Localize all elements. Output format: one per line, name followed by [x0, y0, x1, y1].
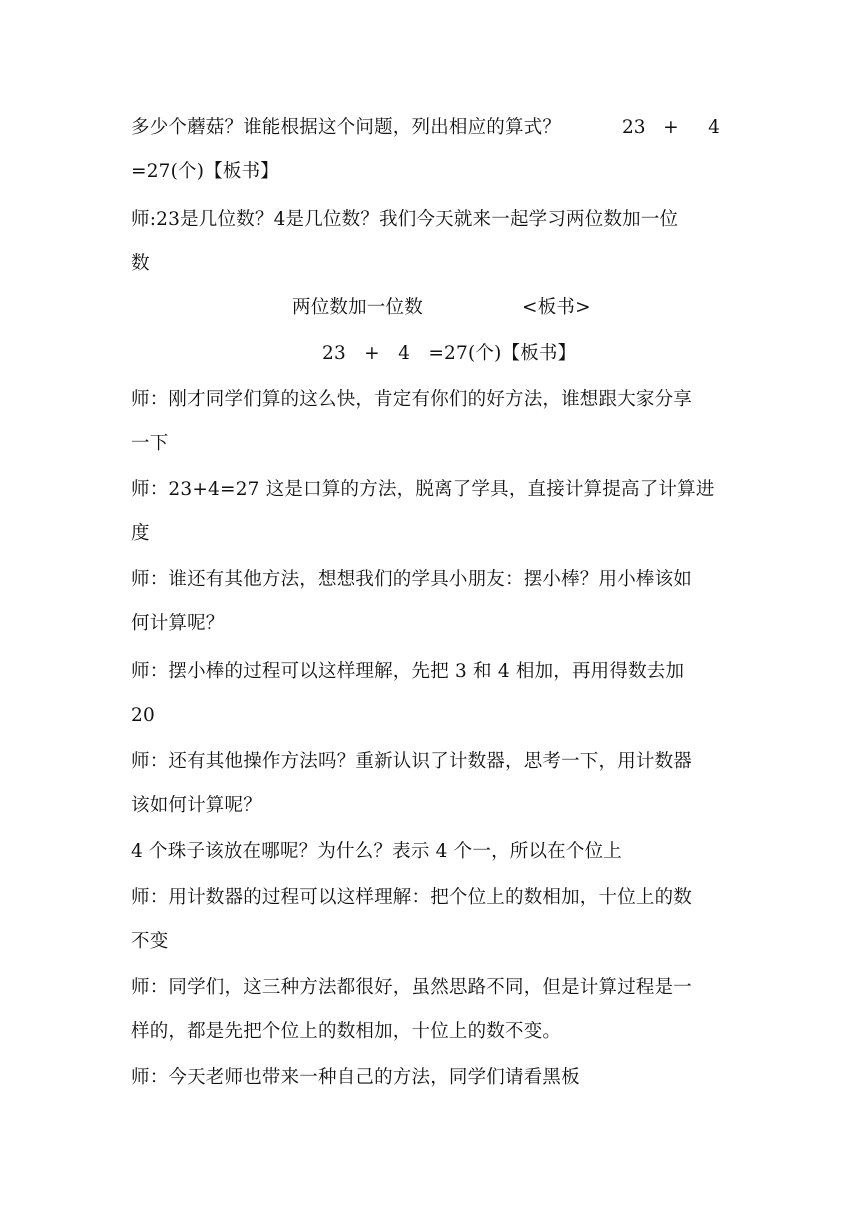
equation-inline: 23 + 4 [622, 117, 720, 138]
paragraph-line: 该如何计算呢？ [131, 795, 262, 816]
paragraph-line: 数 [131, 253, 150, 274]
paragraph-line: 度 [131, 523, 150, 544]
paragraph-line: 师：用计数器的过程可以这样理解：把个位上的数相加，十位上的数 [131, 887, 693, 908]
paragraph-line: 一下 [131, 433, 169, 454]
board-note: <板书> [522, 297, 591, 318]
paragraph-line: 师：还有其他操作方法吗？重新认识了计数器，思考一下，用计数器 [131, 751, 693, 772]
paragraph-line: 师：刚才同学们算的这么快，肯定有你们的好方法，谁想跟大家分享 [131, 389, 693, 410]
paragraph-line: 20 [131, 705, 155, 726]
paragraph-line: 何计算呢？ [131, 613, 225, 634]
paragraph-line: 师:23是几位数？4是几位数？我们今天就来一起学习两位数加一位 [131, 209, 679, 230]
paragraph-line: 样的，都是先把个位上的数相加，十位上的数不变。 [131, 1021, 562, 1042]
section-title: 两位数加一位数 [292, 297, 423, 318]
paragraph-line: 师：今天老师也带来一种自己的方法，同学们请看黑板 [131, 1067, 580, 1088]
paragraph-line: 多少个蘑菇？谁能根据这个问题，列出相应的算式？ [131, 117, 562, 138]
paragraph-line: 师：摆小棒的过程可以这样理解，先把 3 和 4 相加，再用得数去加 [131, 661, 685, 682]
paragraph-line: 不变 [131, 931, 169, 952]
paragraph-line: 师：同学们，这三种方法都很好，虽然思路不同，但是计算过程是一 [131, 977, 693, 998]
paragraph-line: 师：23+4=27 这是口算的方法，脱离了学具，直接计算提高了计算进 [131, 479, 715, 500]
paragraph-line: 师：谁还有其他方法，想想我们的学具小朋友：摆小棒？用小棒该如 [131, 569, 693, 590]
board-equation: 23 + 4 =27(个)【板书】 [322, 343, 577, 364]
paragraph-line: 4 个珠子该放在哪呢？为什么？表示 4 个一，所以在个位上 [131, 841, 622, 862]
paragraph-line: =27(个)【板书】 [131, 161, 279, 182]
